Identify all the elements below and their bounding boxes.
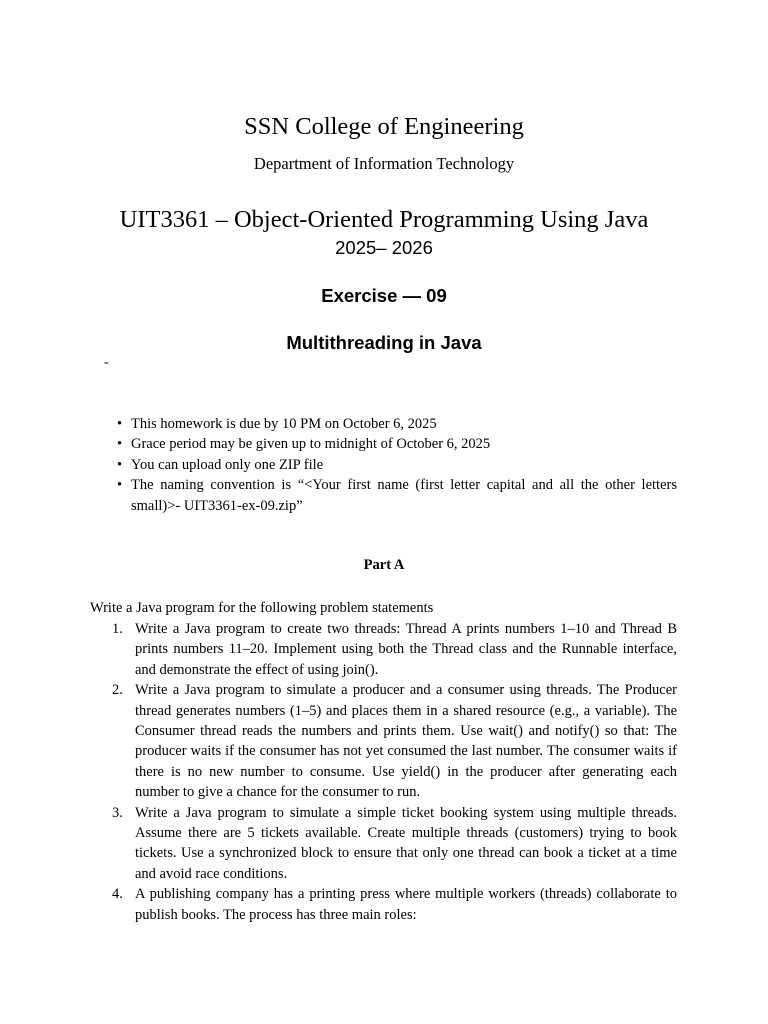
problem-text: Write a Java program to simulate a simple ticket booking system using multiple threads. Assume there are 5 tickets available. Create multiple threads (customers) trying to book tickets. Use a synchronized block to ensure that only one thread can book a ticket at a time and avoid race conditions. [135, 804, 677, 882]
instruction-item [113, 475, 677, 516]
problem-number: 2. [112, 682, 123, 699]
course-title: UIT3361 – Object-Oriented Programming Using Java [119, 206, 649, 233]
exercise-topic: Multithreading in Java [286, 332, 482, 353]
instruction-item [113, 434, 677, 454]
stray-dash: - [104, 355, 109, 370]
academic-year: 2025– 2026 [335, 237, 433, 258]
problem-item [112, 680, 677, 802]
problem-number: 1. [112, 621, 123, 637]
problem-list [112, 619, 677, 925]
exercise-number: Exercise — 09 [321, 285, 447, 306]
bullet-icon: • [117, 477, 123, 494]
instruction-item [113, 455, 677, 475]
part-a-intro: Write a Java program for the following problem statements [90, 600, 434, 616]
instruction-text: Grace period may be given up to midnight of October 6, 2025 [131, 436, 491, 453]
problem-item [112, 619, 677, 680]
department-name: Department of Information Technology [253, 154, 515, 173]
part-a-heading: Part A [363, 557, 405, 573]
instruction-list [113, 414, 677, 516]
problem-text: Write a Java program to simulate a producer and a consumer using threads. The Producer thread generates numbers (1–5) and places them in a shared resource (e.g., a variable). The Consumer thread reads the numbers and prints them. Use wait() and notify() so that: The producer waits if the consumer has not yet consumed the last number. The consumer waits if there is no new number to consume. Use yield() in the producer after generating each number to give a chance for the consumer to run. [135, 682, 677, 801]
problem-item [112, 803, 677, 885]
instruction-text: The naming convention is “<Your first name (first letter capital and all the other letters small)>- UIT3361-ex-09.zip” [131, 477, 677, 514]
problem-number: 3. [112, 804, 123, 821]
college-name: SSN College of Engineering [244, 113, 524, 140]
problem-text: A publishing company has a printing press where multiple workers (threads) collaborate to publish books. The process has three main roles: [135, 886, 677, 923]
problem-item [112, 884, 677, 925]
instruction-item [113, 414, 677, 434]
bullet-icon: • [117, 456, 123, 473]
problem-text: Write a Java program to create two threads: Thread A prints numbers 1–10 and Thread B prints numbers 11–20. Implement using both the Thread class and the Runnable interface, and demonstrate the effect of using join(). [135, 621, 677, 678]
problem-number: 4. [112, 886, 123, 903]
bullet-icon: • [117, 436, 123, 453]
instruction-text: This homework is due by 10 PM on October 6, 2025 [131, 416, 437, 432]
bullet-icon: • [117, 416, 123, 432]
instruction-text: You can upload only one ZIP file [131, 456, 324, 473]
